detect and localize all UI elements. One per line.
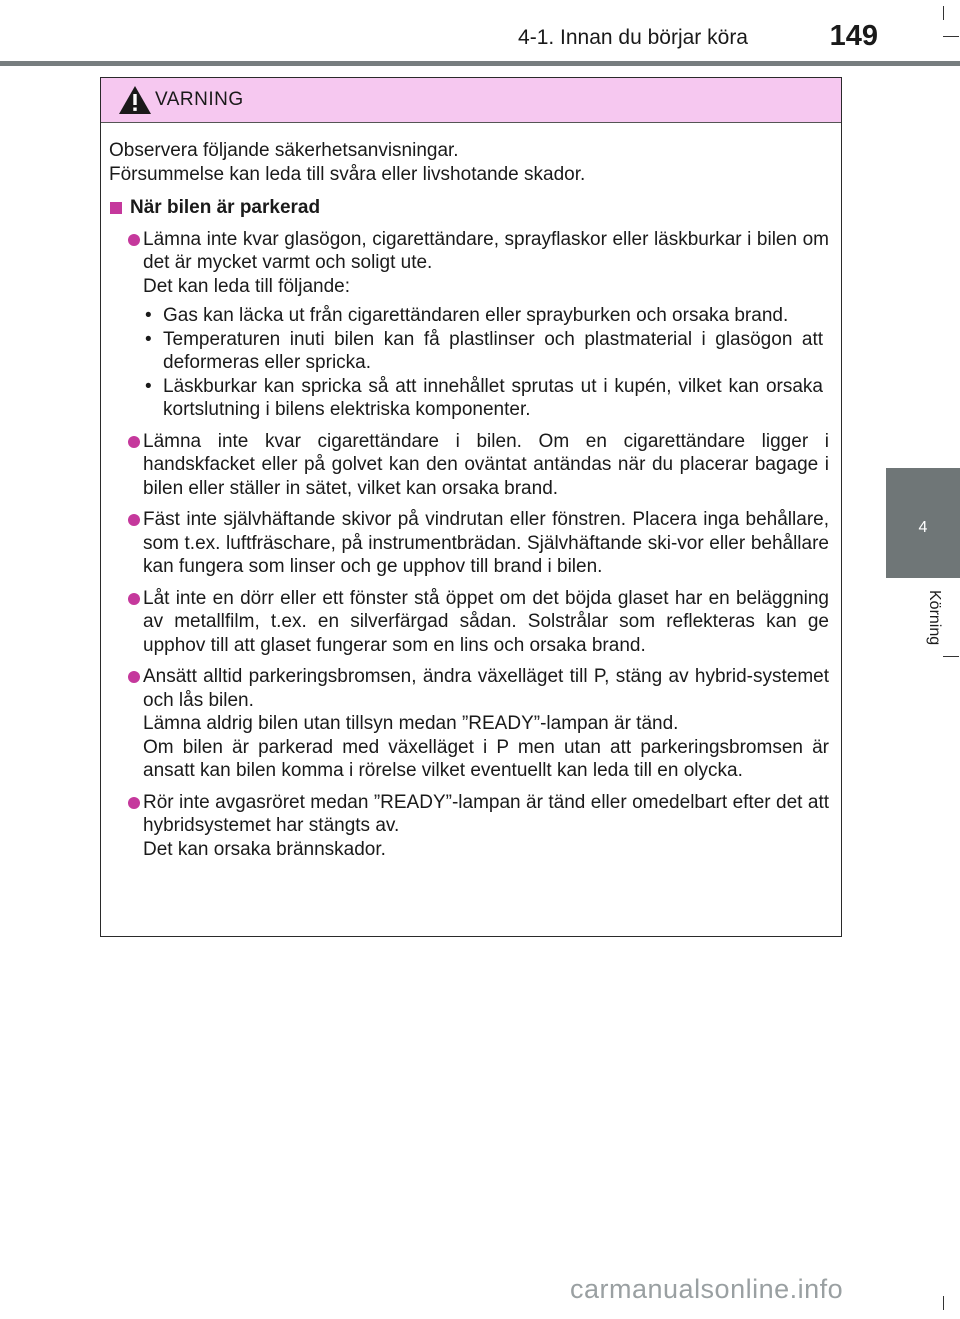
warning-body bbox=[101, 123, 841, 861]
list-item bbox=[109, 508, 829, 579]
sub-list-item bbox=[143, 375, 829, 422]
item-text: Låt inte en dörr eller ett fönster stå öppet om det böjda glaset har en beläggning av metallfilm, t.ex. en silverfärgad sådan. Solstrålar som reflekteras kan ge upphov till att glaset fungerar som en lins och orsaka brand. bbox=[143, 587, 829, 656]
intro-line: Observera följande säkerhetsanvisningar. bbox=[109, 140, 459, 161]
dot-bullet-icon: • bbox=[145, 328, 152, 350]
dot-bullet-icon: • bbox=[145, 375, 152, 397]
chapter-label: Körning bbox=[926, 590, 943, 646]
item-text: Rör inte avgasröret medan ”READY”-lampan är tänd eller omedelbart efter det att hybridsystemet har stängts av. bbox=[143, 791, 829, 836]
warning-box bbox=[100, 77, 842, 937]
crop-mark bbox=[943, 1296, 944, 1310]
item-text: Lämna inte kvar cigarettändare i bilen. Om en cigarettändare ligger i handskfacket eller på golvet kan den oväntat antändas när du placerar bagage i bilen eller ställer in sätet, vilket kan orsaka brand. bbox=[143, 430, 829, 499]
circle-bullet-icon bbox=[128, 436, 140, 448]
page-number: 149 bbox=[829, 20, 878, 52]
list-item bbox=[109, 791, 829, 862]
circle-bullet-icon bbox=[128, 797, 140, 809]
sub-list-item bbox=[143, 304, 829, 328]
circle-bullet-icon bbox=[128, 593, 140, 605]
watermark: carmanualsonline.info bbox=[570, 1274, 844, 1304]
item-text: Det kan leda till följande: bbox=[143, 275, 351, 297]
item-text: Ansätt alltid parkeringsbromsen, ändra växelläget till P, stäng av hybrid-systemet och lås bilen. bbox=[143, 666, 829, 711]
section-heading-text: När bilen är parkerad bbox=[130, 197, 321, 218]
crop-mark bbox=[943, 6, 944, 20]
item-text: Lämna aldrig bilen utan tillsyn medan ”READY”-lampan är tänd. bbox=[143, 713, 679, 734]
warning-header bbox=[101, 78, 841, 123]
square-bullet-icon bbox=[110, 202, 122, 214]
warning-label: VARNING bbox=[155, 89, 244, 110]
sub-item-text: Gas kan läcka ut från cigarettändaren eller sprayburken och orsaka brand. bbox=[163, 305, 789, 326]
list-item bbox=[109, 228, 829, 422]
item-text: Lämna inte kvar glasögon, cigarettändare, sprayflaskor eller läskburkar i bilen om det är mycket varmt och soligt ute. bbox=[143, 228, 829, 273]
intro-line: Försummelse kan leda till svåra eller livshotande skador. bbox=[109, 163, 586, 185]
sub-list-item bbox=[143, 328, 829, 375]
sub-list bbox=[143, 304, 829, 422]
item-text: Det kan orsaka brännskador. bbox=[143, 838, 386, 860]
item-text: Om bilen är parkerad med växelläget i P men utan att parkeringsbromsen är ansatt kan bilen komma i rörelse vilket eventuellt kan leda till en olycka. bbox=[143, 736, 829, 781]
sub-item-text: Läskburkar kan spricka så att innehållet sprutas ut i kupén, vilket kan orsaka kortslutning i bilens elektriska komponenter. bbox=[163, 375, 823, 420]
list-item bbox=[109, 430, 829, 501]
warning-triangle-icon bbox=[117, 84, 153, 116]
crop-mark bbox=[943, 36, 959, 37]
sub-item-text: Temperaturen inuti bilen kan få plastlinser och plastmaterial i glasögon att deformeras eller spricka. bbox=[163, 328, 823, 373]
circle-bullet-icon bbox=[128, 671, 140, 683]
list-item bbox=[109, 665, 829, 783]
header-rule bbox=[0, 61, 960, 66]
dot-bullet-icon: • bbox=[145, 305, 152, 326]
chapter-tab bbox=[886, 468, 960, 578]
section-title: 4-1. Innan du börjar köra bbox=[518, 26, 748, 49]
chapter-number: 4 bbox=[918, 519, 928, 536]
circle-bullet-icon bbox=[128, 514, 140, 526]
circle-bullet-icon bbox=[128, 234, 140, 246]
section-heading bbox=[109, 196, 829, 220]
list-item bbox=[109, 587, 829, 658]
item-text: Fäst inte självhäftande skivor på vindrutan eller fönstren. Placera inga behållare, som t.ex. luftfräschare, på instrumentbrädan. Självhäftande ski-vor eller behållare kan fungera som linser och ge upphov till brand i bilen. bbox=[143, 509, 829, 577]
